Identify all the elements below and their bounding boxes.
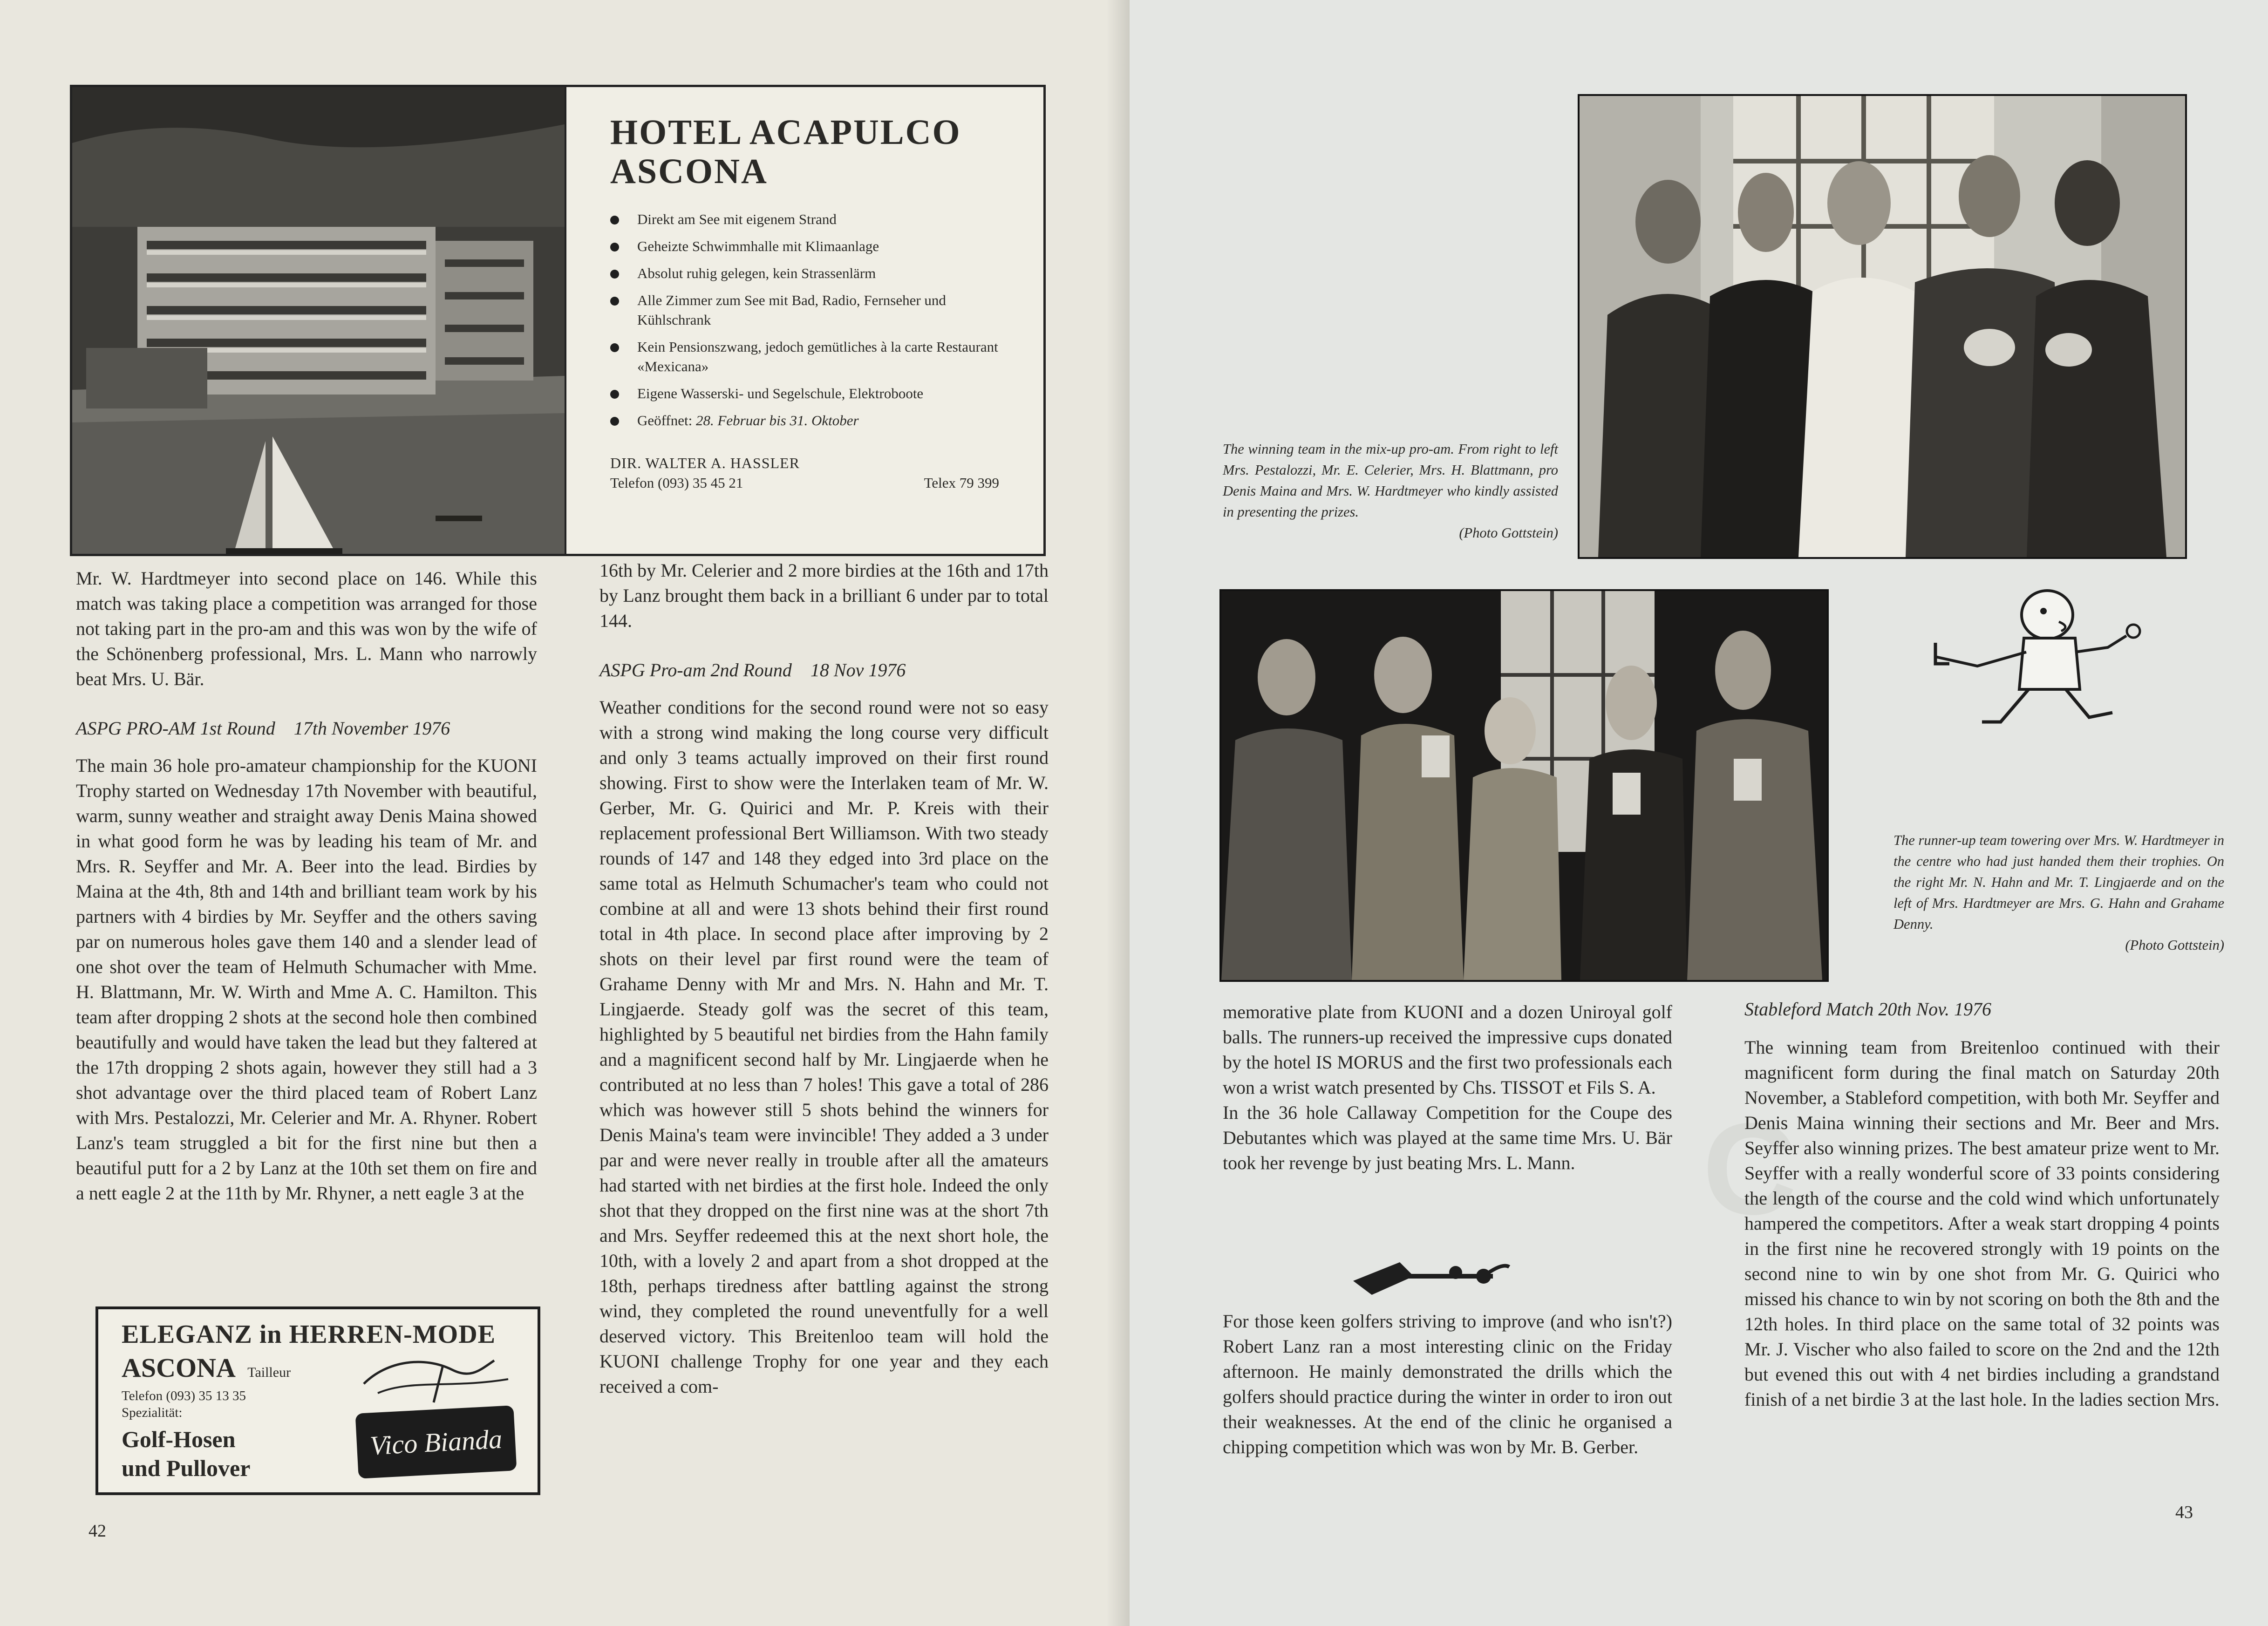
page-number-right: 43 xyxy=(2175,1503,2193,1522)
left-page-column-2 xyxy=(599,558,1049,1399)
photo-credit: (Photo Gottstein) xyxy=(2125,937,2224,953)
hotel-feature-list xyxy=(610,210,1020,430)
fashion-ad-town: ASCONA Tailleur xyxy=(122,1353,291,1383)
feature-item-opening xyxy=(610,411,1020,430)
hotel-contact-row xyxy=(610,475,999,491)
runner-up-team-photo xyxy=(1219,589,1829,982)
feature-item: Geheizte Schwimmhalle mit Klimaanlage xyxy=(610,237,1020,256)
winning-team-caption: The winning team in the mix-up pro-am. From right to left Mrs. Pestalozzi, Mr. E. Celerier, Mrs. H. Blattmann, pro Denis Maina and Mrs. W. Hardtmeyer who kindly assisted in presenting the prizes. (Photo Gottstein) xyxy=(1223,439,1558,544)
feature-item: Direkt am See mit eigenem Strand xyxy=(610,210,1020,229)
hotel-lakeside-image xyxy=(72,87,565,554)
fashion-ad-product-2: und Pullover xyxy=(122,1455,251,1481)
hotel-phone: Telefon (093) 35 45 21 xyxy=(610,475,743,491)
fashion-ad-product-1: Golf-Hosen xyxy=(122,1426,236,1452)
stableford-paragraph: The winning team from Breitenloo continued with their magnificent form during the final match on Saturday 20th November, a Stableford competition, with both Mr. Seyffer and Denis Maina winning their sections and Mr. Beer and Mrs. Seyffer also winning prizes. The best amateur prize went to Mr. Seyffer with a really wonderful score of 33 points considering the length of the course and the cold wind which unfortunately hampered the competitors. After a weak start dropping 4 points in the first nine he recovered strongly with 19 points on the second nine to win by one shot from Mr. G. Quirici who missed his chance to win by not scoring on both the 8th and the 12th holes. In third place on the same total of 32 points was Mr. J. Vischer who also failed to score on the 2nd and the 12th but evened this out with 4 net birdies including a grandstand finish of a net birdie 3 at the last hole. In the ladies section Mrs. xyxy=(1744,1037,2220,1410)
clinic-paragraph: For those keen golfers striving to improve (and who isn't?) Robert Lanz ran a most interesting clinic on the Friday afternoon. He mainly demonstrated the drills which the golfers should practice during the winter in order to iron out their weaknesses. At the end of the clinic he organised a chipping competition which was won by Mr. B. Gerber. xyxy=(1223,1311,1672,1457)
hotel-name: HOTEL ACAPULCO xyxy=(610,113,961,152)
fashion-ad-headline: ELEGANZ in HERREN-MODE xyxy=(122,1320,496,1349)
hotel-director: DIR. WALTER A. HASSLER xyxy=(610,455,800,471)
col1-intro-paragraph: Mr. W. Hardtmeyer into second place on 146. While this match was taking place a competition was arranged for those not taking part in the pro-am and this was won by the wife of the Schönenberg professional, Mrs. L. Mann who narrowly beat Mrs. U. Bär. xyxy=(76,568,537,689)
fashion-ad-phone: Telefon (093) 35 13 35 xyxy=(122,1388,246,1403)
show-through: C xyxy=(1703,1096,1797,1242)
stableford-heading: Stableford Match 20th Nov. 1976 xyxy=(1744,999,1991,1020)
right-page-column-2 xyxy=(1744,997,2220,1412)
fashion-ad-specialty: Spezialität: xyxy=(122,1405,183,1420)
fashion-ad-signature-logo xyxy=(359,1351,518,1407)
hotel-ad-text xyxy=(610,113,1020,491)
callaway-paragraph: In the 36 hole Callaway Competition for the Coupe des Debutantes which was played at the same time Mrs. U. Bär took her revenge by just beating Mrs. L. Mann. xyxy=(1223,1102,1672,1173)
open-label: Geöffnet: xyxy=(637,412,693,429)
golfer-cartoon-illustration xyxy=(1921,582,2145,736)
hotel-photo xyxy=(72,87,566,554)
runner-up-team-caption: The runner-up team towering over Mrs. W. Hardtmeyer in the centre who had just handed them their trophies. On the right Mr. N. Hahn and Mr. T. Lingjaerde and on the left of Mrs. Hardtmeyer are Mrs. G. Hahn and Grahame Denny. (Photo Gottstein) xyxy=(1893,830,2224,956)
right-page-column-1 xyxy=(1223,1000,1672,1176)
runner-up-team-image xyxy=(1221,591,1827,980)
open-dates: 28. Februar bis 31. Oktober xyxy=(695,412,859,429)
winning-team-image xyxy=(1580,96,2185,557)
feature-item: Eigene Wasserski- und Segelschule, Elektroboote xyxy=(610,384,1020,403)
left-page xyxy=(0,0,1130,1626)
round2-paragraph: Weather conditions for the second round were not so easy with a strong wind making the long course very difficult and only 3 teams actually improved on their first round showing. First to show were the Interlaken team of Mr. W. Gerber, Mr. G. Quirici and Mr. P. Kreis with their replacement professional Bert Williamson. With two steady rounds of 147 and 148 they edged into 3rd place on the same total as Helmuth Schumacher's team who could not combine at all and were 13 shots behind their first round total in 4th place. In second place after improving by 2 shots on their level par first round were the team of Grahame Denny with Mr and Mrs. N. Hahn and Mr. T. Lingjaerde. Steady golf was the secret of this team, highlighted by 5 beautiful net birdies from the Hahn family and a magnificent second half by Mr. Lingjaerde when he contributed at no less than 7 holes! This gave a total of 286 which was however still 5 shots behind the winners for Denis Maina's team were invincible! They added a 3 under par and were never really in trouble after all the amateurs had started with net birdies at the first hole. Indeed the only shot that they dropped on the first nine was at the short 7th and Mrs. Seyffer redeemed this at the next short hole, the 10th, with a lovely 2 and apart from a shot dropped at the 18th, perhaps tiredness after battling against the strong wind, they completed the round uneventfully for a well deserved victory. This Breitenloo team will hold the KUONI challenge Trophy for one year and they each received a com- xyxy=(599,697,1049,1397)
hotel-acapulco-ad xyxy=(70,85,1046,556)
photo-credit: (Photo Gottstein) xyxy=(1459,525,1558,541)
round2-heading: ASPG Pro-am 2nd Round 18 Nov 1976 xyxy=(599,660,906,680)
page-number-left: 42 xyxy=(89,1521,106,1541)
round1-paragraph: The main 36 hole pro-amateur championship for the KUONI Trophy started on Wednesday 17th November with beautiful, warm, sunny weather and straight away Denis Maina showed in what good form he was by leading his team of Mr. and Mrs. R. Seyffer and Mr. A. Beer into the lead. Birdies by Maina at the 4th, 8th and 14th and brilliant team work by his partners with 4 birdies by Mr. Seyffer and the others saving par on numerous holes gave them 140 and a slender lead of one shot over the team of Helmuth Schumacher with Mme. H. Blattmann, Mr. W. Wirth and Mme A. C. Hamilton. This team after dropping 2 shots at the second hole then combined beautifully and would have taken the lead but they faltered at the 17th dropping 2 shots again, however they still had a 3 shot advantage over the third placed team of Robert Lanz with Mrs. Pestalozzi, Mr. Celerier and Mr. A. Rhyner. Robert Lanz's team struggled a bit for the first nine but then a beautiful putt for a 2 by Lanz at the 10th set them on fire and a nett eagle 2 at the 11th by Mr. Rhyner, a nett eagle 3 at the xyxy=(76,755,537,1204)
kuoni-prize-paragraph: memorative plate from KUONI and a dozen Uniroyal golf balls. The runners-up received the impressive cups donated by the hotel IS MORUS and the first two professionals each won a wrist watch presented by Chs. TISSOT et Fils S. A. xyxy=(1223,1001,1672,1098)
winning-team-photo xyxy=(1578,94,2187,559)
hotel-telex: Telex 79 399 xyxy=(924,475,999,491)
col2-intro-paragraph: 16th by Mr. Celerier and 2 more birdies at the 16th and 17th by Lanz brought them back in a brilliant 6 under par to total 144. xyxy=(599,560,1049,631)
vico-bianda-logo: Vico Bianda xyxy=(355,1405,517,1479)
golf-clubs-ornament xyxy=(1344,1248,1521,1304)
feature-item: Absolut ruhig gelegen, kein Strassenlärm xyxy=(610,264,1020,283)
round1-heading: ASPG PRO-AM 1st Round 17th November 1976 xyxy=(76,718,450,739)
right-page-column-1-lower xyxy=(1223,1309,1672,1460)
herren-mode-ad xyxy=(95,1306,540,1495)
hotel-town: ASCONA xyxy=(610,152,768,191)
feature-item: Kein Pensionszwang, jedoch gemütliches à la carte Restaurant «Mexicana» xyxy=(610,337,1020,376)
feature-item: Alle Zimmer zum See mit Bad, Radio, Fernseher und Kühlschrank xyxy=(610,291,1020,330)
left-page-column-1 xyxy=(76,566,537,1206)
fashion-ad-tailor: Tailleur xyxy=(247,1365,291,1380)
right-page xyxy=(1130,0,2268,1626)
